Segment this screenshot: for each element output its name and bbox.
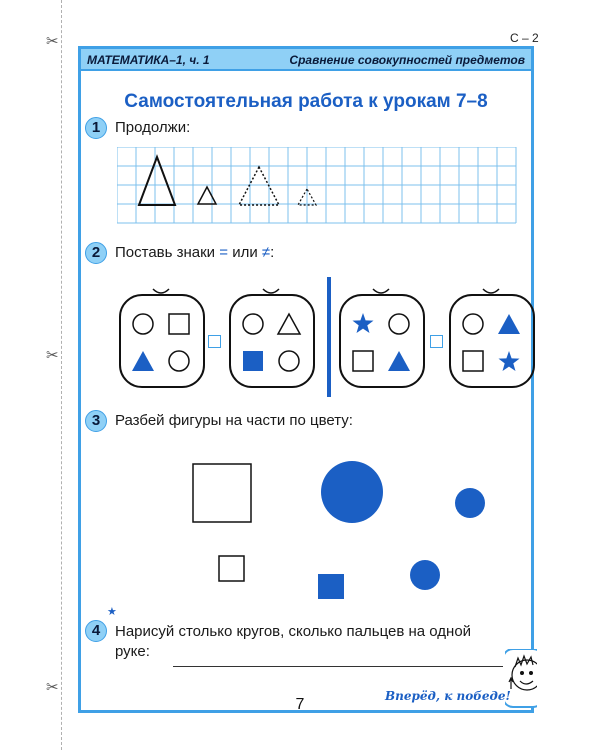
header-bar	[81, 49, 531, 71]
triangle-blue	[132, 351, 154, 371]
header-subject: МАТЕМАТИКА–1, ч. 1	[87, 53, 210, 67]
small-circle-blue	[455, 488, 485, 518]
set-divider	[327, 277, 331, 397]
task-number: 3	[85, 410, 107, 432]
large-triangle	[139, 157, 175, 205]
dotted-large-triangle	[239, 167, 279, 205]
large-square-white	[193, 464, 251, 522]
star-blue	[499, 351, 520, 371]
small-triangle	[198, 187, 216, 204]
small-circle-blue	[410, 560, 440, 590]
task-number: 4	[85, 620, 107, 642]
square-blue	[243, 351, 263, 371]
figure-set	[117, 285, 207, 390]
star-icon: ★	[107, 606, 117, 618]
square-white	[463, 351, 483, 371]
figure-set	[337, 285, 427, 390]
task-4-line2: руке:	[115, 643, 150, 660]
slogan: Вперёд, к победе!	[385, 689, 511, 703]
scissors-icon: ✂	[46, 33, 59, 50]
square-white	[353, 351, 373, 371]
small-square-blue	[318, 574, 344, 599]
star-blue	[353, 313, 374, 333]
sign-answer-box[interactable]	[430, 335, 443, 348]
figure-set	[227, 285, 317, 390]
task-1-text: Продолжи:	[115, 119, 191, 136]
circle-white	[279, 351, 299, 371]
large-circle-blue	[321, 461, 383, 523]
header-topic: Сравнение совокупностей предметов	[289, 53, 525, 67]
circle-white	[133, 314, 153, 334]
page-number: 7	[295, 696, 305, 713]
circle-white	[243, 314, 263, 334]
sign-answer-box[interactable]	[208, 335, 221, 348]
answer-line[interactable]	[173, 666, 503, 667]
scissors-icon: ✂	[46, 679, 59, 696]
triangle-white	[278, 314, 300, 334]
task-number: 2	[85, 242, 107, 264]
scissors-icon: ✂	[46, 347, 59, 364]
small-square-white	[219, 556, 244, 581]
shapes-to-group	[181, 449, 501, 599]
circle-white	[463, 314, 483, 334]
triangle-blue	[388, 351, 410, 371]
circle-white	[169, 351, 189, 371]
page-code: С – 2	[510, 31, 539, 45]
task-number: 1	[85, 117, 107, 139]
circle-white	[389, 314, 409, 334]
cut-line	[61, 0, 62, 750]
triangle-blue	[498, 314, 520, 334]
figure-set	[447, 285, 537, 390]
task-3-text: Разбей фигуры на части по цвету:	[115, 412, 353, 429]
page-title: Самостоятельная работа к урокам 7–8	[124, 91, 488, 112]
task-4-line1: Нарисуй столько кругов, сколько пальцев на одной	[115, 623, 472, 640]
task-2-text: Поставь знаки = или ≠:	[115, 244, 275, 261]
worksheet-frame	[78, 46, 534, 713]
square-white	[169, 314, 189, 334]
drawing-grid[interactable]	[117, 147, 523, 229]
